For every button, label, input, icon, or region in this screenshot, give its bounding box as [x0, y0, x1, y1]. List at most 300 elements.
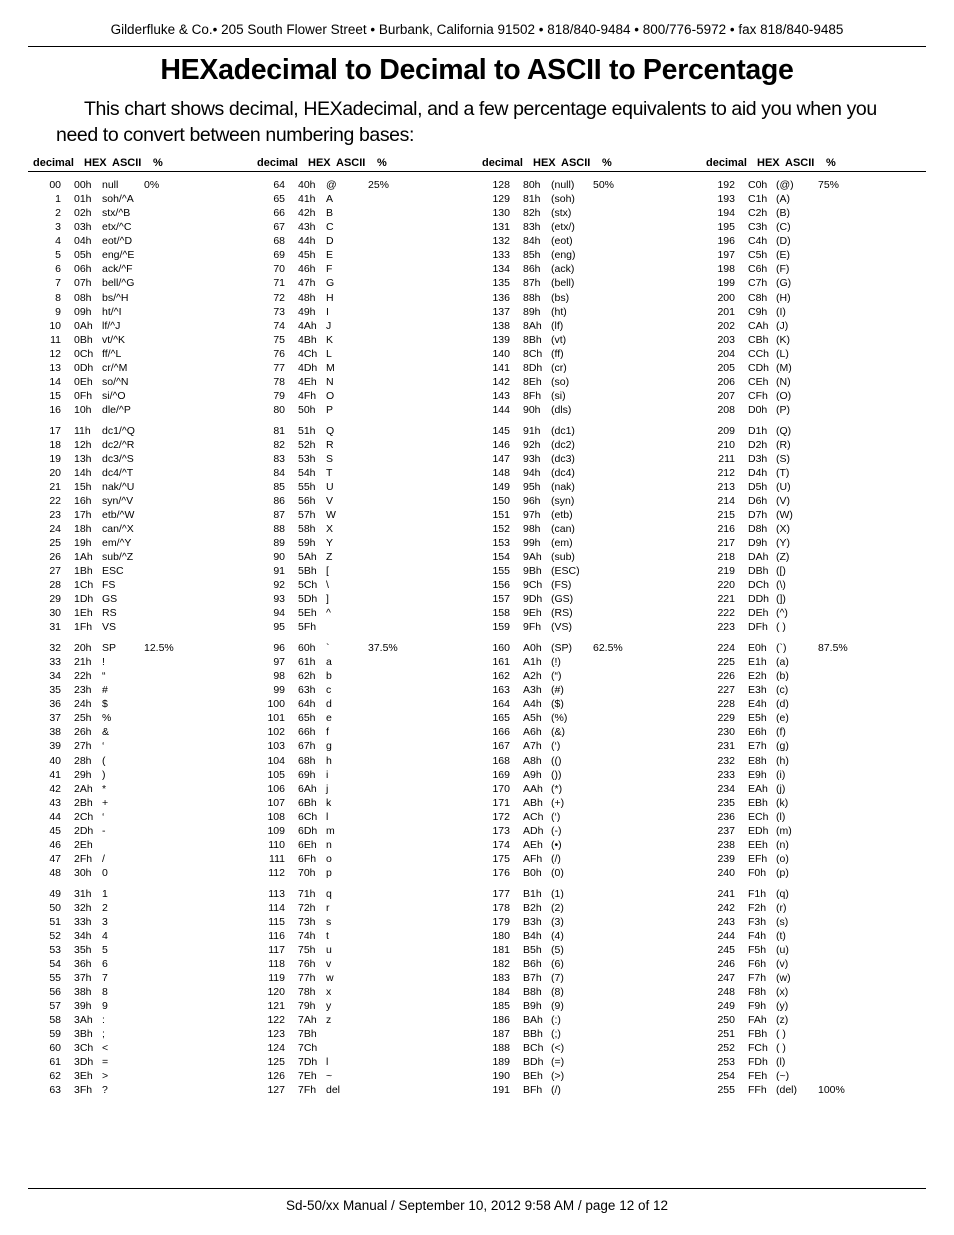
- decimal-value: 110: [268, 838, 285, 851]
- ascii-value: (q): [776, 887, 789, 900]
- decimal-value: 167: [492, 740, 510, 753]
- hex-value: 2Dh: [74, 824, 94, 837]
- hex-value: DDh: [748, 593, 770, 606]
- ascii-value: G: [326, 277, 335, 290]
- hex-value: A6h: [523, 726, 542, 739]
- hex-value: 07h: [74, 277, 92, 290]
- decimal-value: 102: [267, 726, 285, 739]
- ascii-value: /: [102, 852, 105, 865]
- hex-value: 36h: [74, 957, 92, 970]
- ascii-value: X: [326, 523, 334, 535]
- ascii-value: g: [326, 740, 332, 753]
- decimal-value: 143: [492, 389, 510, 402]
- hex-value: D1h: [748, 424, 768, 437]
- hex-value: 1Bh: [74, 565, 93, 578]
- decimal-value: 36: [49, 698, 61, 711]
- hex-value: D7h: [748, 508, 768, 521]
- decimal-value: 164: [492, 698, 510, 711]
- ascii-value: ([): [776, 565, 786, 578]
- decimal-value: 242: [717, 901, 735, 914]
- decimal-value: 130: [492, 207, 510, 220]
- ascii-value: (d): [776, 698, 789, 711]
- ascii-value: \: [326, 579, 329, 592]
- hex-value: 22h: [74, 670, 92, 683]
- col-head-decimal: decimal: [257, 157, 298, 169]
- hex-value: F0h: [748, 867, 767, 879]
- hex-value: 68h: [298, 754, 316, 767]
- hex-value: 94h: [523, 466, 541, 479]
- ascii-value: K: [326, 333, 334, 346]
- ascii-value: (1): [551, 887, 564, 900]
- decimal-value: 219: [717, 565, 735, 578]
- hex-value: 31h: [74, 887, 92, 900]
- ascii-value: (i): [776, 768, 786, 781]
- hex-value: E5h: [748, 712, 767, 725]
- hex-value: 90h: [523, 404, 541, 416]
- hex-value: EBh: [748, 796, 768, 809]
- ascii-value: soh/^A: [102, 193, 134, 206]
- decimal-value: 191: [492, 1084, 510, 1097]
- ascii-value: (si): [551, 389, 566, 402]
- ascii-value: (c): [776, 684, 789, 697]
- ascii-value: cr/^M: [102, 361, 128, 374]
- ascii-value: U: [326, 480, 334, 493]
- ascii-value: etx/^C: [102, 221, 132, 234]
- hex-value: 93h: [523, 452, 541, 465]
- hex-value: F1h: [748, 887, 767, 900]
- ascii-value: !: [102, 656, 105, 669]
- ascii-value: (eng): [551, 249, 576, 262]
- ascii-value: y: [326, 1000, 332, 1013]
- hex-value: 23h: [74, 684, 92, 697]
- ascii-value: c: [326, 684, 332, 697]
- hex-value: A5h: [523, 712, 542, 725]
- hex-value: EAh: [748, 782, 768, 795]
- ascii-value: (+): [551, 796, 565, 809]
- ascii-value: ( ): [776, 1042, 786, 1055]
- decimal-value: 244: [717, 929, 735, 942]
- decimal-value: 160: [492, 642, 510, 654]
- decimal-value: 56: [49, 986, 61, 998]
- hex-value: C3h: [748, 221, 768, 234]
- decimal-value: 52: [49, 929, 61, 942]
- decimal-value: 202: [717, 319, 735, 332]
- decimal-value: 255: [717, 1084, 735, 1097]
- ascii-value: (lf): [551, 319, 564, 332]
- ascii-value: ( ): [776, 1028, 786, 1041]
- decimal-value: 71: [273, 277, 285, 290]
- hex-value: DEh: [748, 607, 769, 620]
- decimal-value: 253: [717, 1056, 735, 1069]
- ascii-value: null: [102, 179, 119, 191]
- hex-value: 9Fh: [523, 621, 542, 634]
- ascii-value: `: [326, 642, 330, 654]
- ascii-value: dc3/^S: [102, 452, 134, 465]
- ascii-value: (can): [551, 523, 575, 535]
- hex-value: 8Dh: [523, 361, 543, 374]
- ascii-value: 6: [102, 957, 108, 970]
- ascii-value: (s): [776, 915, 789, 928]
- ascii-value: (5): [551, 943, 564, 956]
- decimal-value: 76: [273, 347, 285, 360]
- hex-value: 7Ch: [298, 1042, 318, 1055]
- ascii-value: d: [326, 698, 332, 711]
- decimal-value: 93: [273, 593, 285, 606]
- hex-value: 3Fh: [74, 1084, 93, 1097]
- hex-value: 77h: [298, 971, 316, 984]
- ascii-value: dle/^P: [102, 404, 131, 416]
- hex-value: 67h: [298, 740, 316, 753]
- decimal-value: 228: [717, 698, 735, 711]
- hex-value: 03h: [74, 221, 92, 234]
- column-header-rule: [28, 171, 926, 172]
- col-head-pct: %: [153, 157, 163, 169]
- hex-value: 96h: [523, 494, 541, 507]
- col-head-ascii: ASCII: [561, 157, 591, 169]
- hex-value: F3h: [748, 915, 767, 928]
- hex-value: 06h: [74, 263, 92, 276]
- decimal-value: 74: [273, 319, 285, 332]
- col-head-ascii: ASCII: [112, 157, 142, 169]
- hex-value: 11h: [74, 424, 91, 437]
- decimal-value: 250: [717, 1014, 735, 1027]
- decimal-value: 109: [267, 824, 285, 837]
- hex-value: 6Fh: [298, 852, 317, 865]
- ascii-value: (@): [776, 179, 794, 191]
- decimal-value: 238: [717, 838, 735, 851]
- ascii-value: (VS): [551, 621, 572, 634]
- decimal-value: 78: [273, 375, 285, 388]
- hex-value: 0Eh: [74, 375, 93, 388]
- decimal-value: 210: [717, 438, 735, 451]
- percent-value: 100%: [818, 1084, 845, 1097]
- decimal-value: 156: [492, 579, 510, 592]
- hex-value: 9Ch: [523, 579, 543, 592]
- decimal-value: 197: [717, 249, 735, 262]
- hex-value: 13h: [74, 452, 92, 465]
- decimal-value: 170: [492, 782, 510, 795]
- decimal-value: 79: [273, 389, 285, 402]
- decimal-value: 111: [269, 852, 285, 865]
- hex-value: 3Ch: [74, 1042, 94, 1055]
- hex-value: 57h: [298, 508, 316, 521]
- ascii-value: (vt): [551, 333, 567, 346]
- ascii-value: Z: [326, 551, 333, 564]
- ascii-value: (ESC): [551, 565, 580, 578]
- hex-value: 2Eh: [74, 838, 93, 851]
- hex-value: 76h: [298, 957, 316, 970]
- decimal-value: 45: [49, 824, 61, 837]
- decimal-value: 229: [717, 712, 735, 725]
- hex-value: 9Ah: [523, 551, 542, 564]
- decimal-value: 33: [49, 656, 61, 669]
- ascii-value: syn/^V: [102, 494, 134, 507]
- ascii-value: b: [326, 670, 332, 683]
- decimal-value: 104: [267, 754, 285, 767]
- hex-value: 5Fh: [298, 621, 317, 634]
- hex-value: 7Dh: [298, 1056, 318, 1069]
- decimal-value: 247: [717, 971, 735, 984]
- decimal-value: 196: [717, 235, 735, 248]
- decimal-value: 201: [717, 305, 735, 318]
- decimal-value: 67: [273, 221, 285, 234]
- ascii-value: W: [326, 508, 336, 521]
- ascii-value: v: [326, 957, 332, 970]
- ascii-value: si/^O: [102, 389, 126, 402]
- ascii-value: ()): [551, 768, 562, 781]
- ascii-value: nak/^U: [102, 480, 135, 493]
- decimal-value: 29: [49, 593, 61, 606]
- hex-value: 1Ch: [74, 579, 94, 592]
- hex-value: BCh: [523, 1042, 544, 1055]
- hex-value: 82h: [523, 207, 541, 220]
- hex-value: 35h: [74, 943, 92, 956]
- decimal-value: 53: [49, 943, 61, 956]
- decimal-value: 14: [49, 375, 61, 388]
- decimal-value: 6: [55, 263, 61, 276]
- ascii-value: >: [102, 1070, 109, 1083]
- decimal-value: 136: [492, 291, 510, 304]
- hex-value: 17h: [74, 508, 92, 521]
- decimal-value: 220: [717, 579, 735, 592]
- hex-value: FEh: [748, 1070, 768, 1083]
- decimal-value: 123: [267, 1028, 285, 1041]
- decimal-value: 80: [273, 404, 285, 416]
- decimal-value: 184: [492, 986, 510, 998]
- ascii-value: x: [326, 986, 332, 998]
- hex-value: 34h: [74, 929, 92, 942]
- ascii-value: P: [326, 404, 334, 416]
- ascii-value: H: [326, 291, 334, 304]
- decimal-value: 221: [717, 593, 735, 606]
- percent-value: 75%: [818, 179, 840, 191]
- col-head-decimal: decimal: [482, 157, 523, 169]
- decimal-value: 235: [717, 796, 735, 809]
- decimal-value: 23: [49, 508, 61, 521]
- hex-value: B9h: [523, 1000, 542, 1013]
- ascii-value: (del): [776, 1084, 798, 1097]
- decimal-value: 60: [49, 1042, 61, 1055]
- ascii-value: -: [102, 824, 106, 837]
- hex-value: 3Bh: [74, 1028, 93, 1041]
- decimal-value: 165: [492, 712, 510, 725]
- decimal-value: 103: [267, 740, 285, 753]
- decimal-value: 21: [49, 480, 61, 493]
- hex-value: 38h: [74, 986, 92, 998]
- decimal-value: 1: [55, 193, 61, 206]
- percent-value: 87.5%: [818, 642, 848, 654]
- ascii-value: (etb): [551, 508, 573, 521]
- ascii-value: del: [326, 1084, 341, 1097]
- decimal-value: 222: [717, 607, 735, 620]
- hex-value: E7h: [748, 740, 767, 753]
- ascii-value: J: [326, 319, 332, 332]
- ascii-value: D: [326, 235, 334, 248]
- hex-value: C7h: [748, 277, 768, 290]
- ascii-value: RS: [102, 607, 117, 620]
- decimal-value: 30: [49, 607, 61, 620]
- ascii-value: (em): [551, 537, 573, 550]
- ascii-value: dc4/^T: [102, 466, 134, 479]
- hex-value: A1h: [523, 656, 542, 669]
- decimal-value: 144: [492, 404, 510, 416]
- hex-value: 49h: [298, 305, 316, 318]
- decimal-value: 180: [492, 929, 510, 942]
- hex-value: 9Eh: [523, 607, 542, 620]
- decimal-value: 135: [492, 277, 510, 290]
- decimal-value: 126: [267, 1070, 285, 1083]
- hex-value: AEh: [523, 838, 543, 851]
- ascii-value: (nak): [551, 480, 575, 493]
- decimal-value: 212: [717, 466, 735, 479]
- decimal-value: 15: [49, 389, 61, 402]
- ascii-value: (t): [776, 929, 786, 942]
- ascii-value: 8: [102, 986, 108, 998]
- ascii-value: (‘): [551, 740, 561, 753]
- hex-value: C8h: [748, 291, 768, 304]
- ascii-value: l: [326, 810, 329, 823]
- ascii-value: (L): [776, 347, 789, 360]
- ascii-value: (u): [776, 943, 789, 956]
- col-head-hex: HEX: [533, 157, 556, 169]
- decimal-value: 47: [49, 852, 61, 865]
- ascii-value: etb/^W: [102, 508, 135, 521]
- decimal-value: 208: [717, 404, 735, 416]
- hex-value: F7h: [748, 971, 767, 984]
- decimal-value: 24: [49, 523, 61, 535]
- decimal-value: 51: [49, 915, 61, 928]
- ascii-value: #: [102, 684, 108, 697]
- col-head-hex: HEX: [757, 157, 780, 169]
- hex-value: 27h: [74, 740, 92, 753]
- decimal-value: 83: [273, 452, 285, 465]
- ascii-value: eng/^E: [102, 249, 135, 262]
- percent-value: 12.5%: [144, 642, 174, 654]
- hex-value: 0Ch: [74, 347, 94, 360]
- hex-value: C0h: [748, 179, 768, 191]
- decimal-value: 204: [717, 347, 735, 360]
- decimal-value: 46: [49, 838, 61, 851]
- decimal-value: 131: [492, 221, 510, 234]
- hex-value: 30h: [74, 867, 92, 879]
- decimal-value: 19: [49, 452, 61, 465]
- ascii-value: ): [102, 768, 106, 781]
- ascii-value: ~: [326, 1070, 333, 1083]
- ascii-value: (w): [776, 971, 791, 984]
- ascii-value: (V): [776, 494, 790, 507]
- ascii-value: (f): [776, 726, 786, 739]
- decimal-value: 84: [273, 466, 285, 479]
- ascii-value: (dc2): [551, 438, 575, 451]
- hex-value: 16h: [74, 494, 92, 507]
- decimal-value: 113: [268, 887, 285, 900]
- decimal-value: 243: [717, 915, 735, 928]
- ascii-value: (>): [551, 1070, 565, 1083]
- decimal-value: 43: [49, 796, 61, 809]
- ascii-value: (ack): [551, 263, 575, 276]
- hex-value: 37h: [74, 971, 92, 984]
- decimal-value: 54: [49, 957, 61, 970]
- decimal-value: 154: [492, 551, 510, 564]
- decimal-value: 40: [49, 754, 61, 767]
- page-title: HEXadecimal to Decimal to ASCII to Percentage: [160, 54, 794, 86]
- decimal-value: 249: [717, 1000, 735, 1013]
- decimal-value: 254: [717, 1070, 735, 1083]
- decimal-value: 62: [49, 1070, 61, 1083]
- decimal-value: 237: [717, 824, 735, 837]
- ascii-value: ESC: [102, 565, 124, 578]
- ascii-value: Q: [326, 424, 335, 437]
- decimal-value: 195: [717, 221, 735, 234]
- hex-value: 52h: [298, 438, 316, 451]
- decimal-value: 245: [717, 943, 735, 956]
- hex-value: 18h: [74, 523, 92, 535]
- ascii-value: F: [326, 263, 333, 276]
- ascii-value: (&): [551, 726, 565, 739]
- decimal-value: 231: [717, 740, 735, 753]
- ascii-value: +: [102, 796, 109, 809]
- decimal-value: 66: [273, 207, 285, 220]
- ascii-value: (N): [776, 375, 791, 388]
- ascii-value: (l): [776, 810, 786, 823]
- hex-value: 33h: [74, 915, 92, 928]
- decimal-value: 215: [717, 508, 735, 521]
- hex-value: C1h: [748, 193, 768, 206]
- decimal-value: 236: [717, 810, 735, 823]
- ascii-value: E: [326, 249, 334, 262]
- ascii-value: (y): [776, 1000, 789, 1013]
- ascii-value: ]: [326, 593, 329, 606]
- hex-value: 59h: [298, 537, 316, 550]
- hex-value: 5Bh: [298, 565, 317, 578]
- hex-value: A3h: [523, 684, 542, 697]
- ascii-value: FS: [102, 579, 116, 592]
- hex-value: 2Ch: [74, 810, 94, 823]
- hex-value: 8Eh: [523, 375, 542, 388]
- ascii-value: (SP): [551, 642, 572, 654]
- decimal-value: 207: [717, 389, 735, 402]
- decimal-value: 48: [49, 867, 61, 879]
- decimal-value: 214: [717, 494, 735, 507]
- hex-value: 8Ch: [523, 347, 543, 360]
- ascii-value: 5: [102, 943, 108, 956]
- decimal-value: 119: [268, 971, 285, 984]
- ascii-value: (/): [551, 1084, 561, 1097]
- decimal-value: 218: [717, 551, 735, 564]
- ascii-value: (M): [776, 361, 792, 374]
- ascii-value: SP: [102, 642, 117, 654]
- decimal-value: 216: [717, 523, 735, 535]
- decimal-value: 17: [49, 424, 61, 437]
- ascii-value: (a): [776, 656, 789, 669]
- decimal-value: 2: [55, 207, 61, 220]
- hex-value: 4Eh: [298, 375, 317, 388]
- ascii-value: (`): [776, 642, 787, 654]
- hex-value: 4Dh: [298, 361, 318, 374]
- ascii-value: (O): [776, 389, 792, 402]
- decimal-value: 39: [49, 740, 61, 753]
- hex-value: AFh: [523, 852, 543, 865]
- decimal-value: 38: [49, 726, 61, 739]
- decimal-value: 200: [717, 291, 735, 304]
- hex-value: C9h: [748, 305, 768, 318]
- hex-value: 10h: [74, 404, 92, 416]
- ascii-value: ht/^I: [102, 305, 122, 318]
- decimal-value: 64: [273, 179, 285, 191]
- decimal-value: 32: [49, 642, 61, 654]
- decimal-value: 89: [273, 537, 285, 550]
- hex-value: FBh: [748, 1028, 768, 1041]
